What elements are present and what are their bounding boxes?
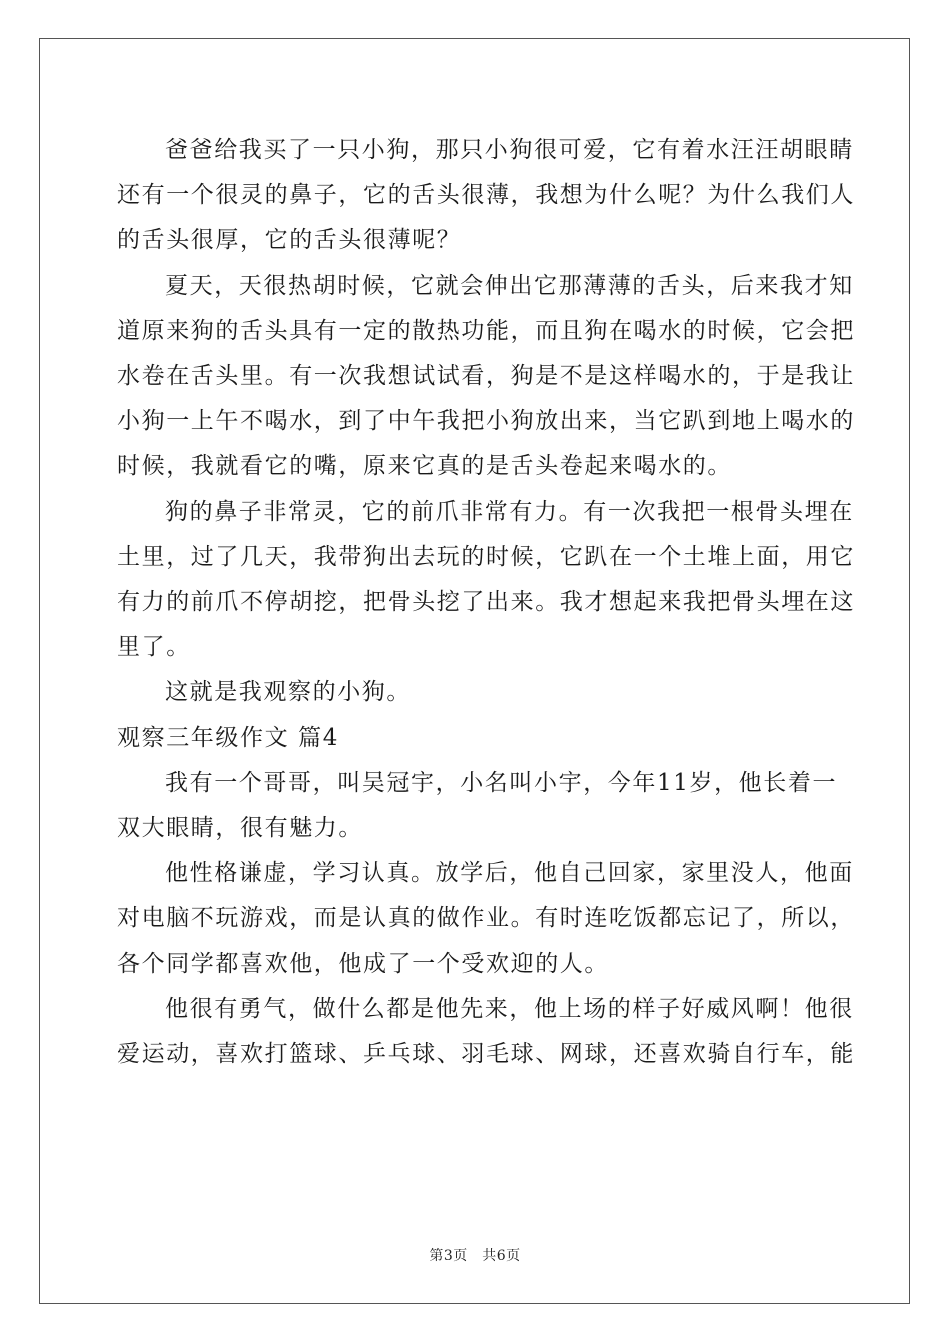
text-line: 他性格谦虚，学习认真。放学后，他自己回家，家里没人，他面 — [165, 860, 854, 887]
text-line: 对电脑不玩游戏，而是认真的做作业。有时连吃饭都忘记了，所以， — [117, 905, 855, 932]
text-line: 双大眼睛，很有魅力。 — [117, 815, 363, 842]
text-line: 小狗一上午不喝水，到了中午我把小狗放出来，当它趴到地上喝水的 — [117, 408, 855, 435]
text-line: 水卷在舌头里。有一次我想试试看，狗是不是这样喝水的，于是我让 — [117, 363, 855, 390]
text-line: 里了。 — [117, 634, 191, 661]
paragraph — [117, 264, 855, 490]
paragraph — [117, 761, 838, 851]
paragraph — [117, 987, 855, 1077]
section-heading: 观察三年级作文 篇4 — [117, 724, 339, 751]
text-line: 夏天，天很热胡时候，它就会伸出它那薄薄的舌头，后来我才知 — [165, 272, 854, 299]
paragraph — [117, 128, 855, 264]
text-line: 有力的前爪不停胡挖，把骨头挖了出来。我才想起来我把骨头埋在这 — [117, 589, 855, 616]
text-line: 还有一个很灵的鼻子，它的舌头很薄，我想为什么呢？为什么我们人 — [117, 182, 855, 209]
text-line: 土里，过了几天，我带狗出去玩的时候，它趴在一个土堆上面，用它 — [117, 543, 855, 570]
text-line: 各个同学都喜欢他，他成了一个受欢迎的人。 — [117, 950, 609, 977]
text-line: 道原来狗的舌头具有一定的散热功能，而且狗在喝水的时候，它会把 — [117, 317, 855, 344]
text-line: 我有一个哥哥，叫吴冠宇，小名叫小宇，今年11岁，他长着一 — [165, 769, 838, 796]
paragraph — [117, 851, 855, 987]
paragraph — [117, 670, 835, 715]
text-line: 的舌头很厚，它的舌头很薄呢？ — [117, 227, 462, 254]
document-body — [117, 128, 855, 1077]
text-line: 这就是我观察的小狗。 — [165, 679, 411, 706]
paragraph — [117, 490, 855, 671]
text-line: 爸爸给我买了一只小狗，那只小狗很可爱，它有着水汪汪胡眼睛 — [165, 137, 854, 163]
text-line: 时候，我就看它的嘴，原来它真的是舌头卷起来喝水的。 — [117, 453, 732, 480]
text-line: 爱运动，喜欢打篮球、乒乓球、羽毛球、网球，还喜欢骑自行车，能 — [117, 1041, 855, 1068]
page-number-footer: 第3页 共6页 — [429, 1248, 521, 1264]
text-line: 狗的鼻子非常灵，它的前爪非常有力。有一次我把一根骨头埋在 — [165, 498, 854, 525]
text-line: 他很有勇气，做什么都是他先来，他上场的样子好威风啊！他很 — [165, 995, 854, 1022]
